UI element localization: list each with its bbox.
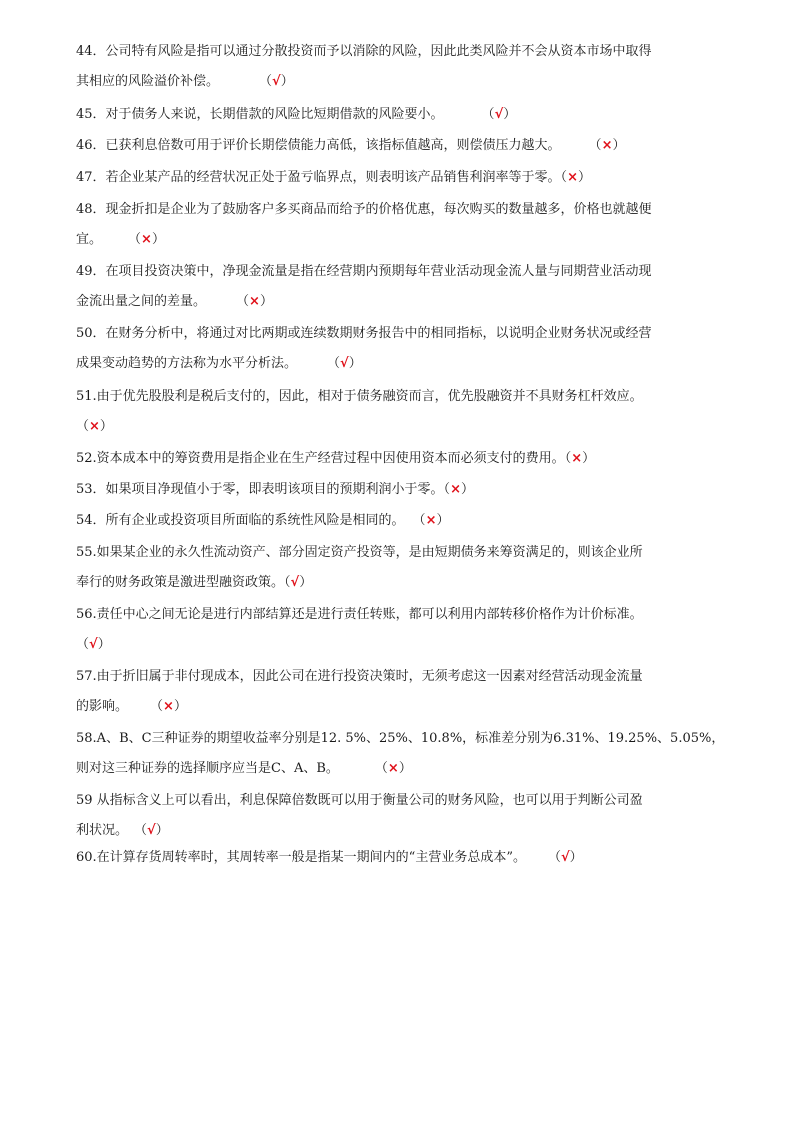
question-text-line: 宜。 [76,232,103,247]
question-text-line: 45．对于债务人来说，长期借款的风险比短期借款的风险要小。 [76,107,444,122]
wrong-mark-icon: × [387,761,399,776]
answer-close-paren: ） [436,513,450,528]
question-text-line: 56.责任中心之间无论是进行内部结算还是进行责任转账，都可以利用内部转移价格作为计价标准。 [76,607,643,622]
question-answer-line [76,850,583,866]
question-text-line: 51.由于优先股股利是税后支付的，因此，相对于债务融资而言，优先股融资并不具财务杠杆效应。 [76,389,643,404]
question-text-line: 的影响。 [76,699,129,714]
answer-open-paren: （ [327,356,341,371]
question-text-line: 48．现金折扣是企业为了鼓励客户多买商品而给予的价格优惠，每次购买的数量越多，价格也就越便 [76,202,652,217]
question-answer-line [76,138,625,154]
wrong-mark-icon: × [601,138,613,153]
wrong-mark-icon: × [425,513,437,528]
wrong-mark-icon: × [450,482,461,497]
correct-mark-icon: √ [290,575,300,590]
answer-close-paren: ） [299,575,313,590]
question-answer-line [76,356,362,372]
answer-open-paren: （ [76,637,90,652]
question-answer-line [76,232,165,248]
question-text-line: 58.A、B、C三种证券的期望收益率分别是12. 5%、25%、10.8%，标准差分别为6.31%、19.25%、5.05%， [76,731,725,746]
question-answer-line [76,513,449,529]
question-answer-line [76,761,412,777]
correct-mark-icon: √ [494,107,504,122]
answer-close-paren: ） [99,419,113,434]
answer-open-paren: （ [128,232,142,247]
question-answer-line [76,575,312,591]
correct-mark-icon: √ [560,850,570,865]
wrong-mark-icon: × [141,232,152,247]
wrong-mark-icon: × [571,451,583,466]
answer-close-paren: ） [151,232,165,247]
answer-close-paren: ） [173,699,187,714]
question-text-line: 47．若企业某产品的经营状况正处于盈亏临界点，则表明该产品销售利润率等于零。 [76,170,561,185]
answer-open-paren: （ [443,482,451,497]
answer-open-paren: （ [547,850,561,865]
question-text-line: 50．在财务分析中，将通过对比两期或连续数期财务报告中的相同指标，以说明企业财务状况或经营 [76,326,652,341]
question-text-line: 49．在项目投资决策中，净现金流量是指在经营期内预期每年营业活动现金流人量与同期营业活动现 [76,264,652,279]
answer-open-paren: （ [374,761,388,776]
question-answer-line [76,419,113,435]
question-text-line: 则对这三种证券的选择顺序应当是C、A、B。 [76,761,339,776]
question-text-line: 55.如果某企业的永久性流动资产、部分固定资产投资等，是由短期债务来筹资满足的，则该企业所 [76,545,643,560]
answer-close-paren: ） [582,451,596,466]
question-text-line: 成果变动趋势的方法称为水平分析法。 [76,356,298,371]
question-text-line: 奉行的财务政策是激进型融资政策。 [76,575,285,590]
question-text-line: 60.在计算存货周转率时，其周转率一般是指某一期间内的“主营业务总成本”。 [76,850,526,865]
question-text-line: 57.由于折旧属于非付现成本，因此公司在进行投资决策时，无须考虑这一因素对经营活动现金流量 [76,669,643,684]
answer-close-paren: ） [97,637,111,652]
answer-open-paren: （ [284,575,291,590]
question-text-line: 其相应的风险溢价补偿。 [76,74,220,89]
answer-open-paren: （ [259,74,273,89]
question-text-line: 59 从指标含义上可以看出，利息保障倍数既可以用于衡量公司的财务风险，也可以用于判断公司盈 [76,793,643,808]
correct-mark-icon: √ [89,637,98,652]
question-answer-line [76,107,516,123]
question-text-line: 46．已获利息倍数可用于评价长期偿债能力高低，该指标值越高，则偿债压力越大。 [76,138,561,153]
answer-open-paren: （ [560,170,568,185]
answer-open-paren: （ [412,513,426,528]
question-text-line: 52.资本成本中的筹资费用是指企业在生产经营过程中因使用资本而必须支付的费用。 [76,451,565,466]
answer-open-paren: （ [564,451,572,466]
answer-close-paren: ） [280,74,294,89]
answer-open-paren: （ [481,107,495,122]
correct-mark-icon: √ [340,356,349,371]
answer-close-paren: ） [503,107,517,122]
question-answer-line [76,482,474,498]
answer-close-paren: ） [348,356,362,371]
answer-close-paren: ） [612,138,626,153]
wrong-mark-icon: × [249,294,260,309]
question-text-line: 金流出量之间的差量。 [76,294,207,309]
question-answer-line [76,170,591,186]
answer-close-paren: ） [569,850,583,865]
answer-close-paren: ） [398,761,412,776]
question-answer-line [76,699,187,715]
answer-open-paren: （ [588,138,602,153]
wrong-mark-icon: × [567,170,578,185]
answer-close-paren: ） [460,482,474,497]
question-answer-line [76,74,294,90]
question-text-line: 利状况。 [76,823,129,838]
question-answer-line [76,294,273,310]
correct-mark-icon: √ [272,74,281,89]
answer-close-paren: ） [155,823,169,838]
answer-open-paren: （ [150,699,164,714]
wrong-mark-icon: × [89,419,100,434]
question-text-line: 44．公司特有风险是指可以通过分散投资而予以消除的风险，因此此类风险并不会从资本市场中取得 [76,44,652,59]
question-text-line: 53．如果项目净现值小于零，即表明该项目的预期利润小于零。 [76,482,444,497]
question-answer-line [76,823,169,839]
answer-open-paren: （ [236,294,250,309]
correct-mark-icon: √ [147,823,156,838]
answer-close-paren: ） [577,170,591,185]
question-text-line: 54．所有企业或投资项目所面临的系统性风险是相同的。 [76,513,405,528]
question-answer-line [76,637,111,653]
wrong-mark-icon: × [163,699,174,714]
question-answer-line [76,451,595,467]
answer-open-paren: （ [76,419,90,434]
answer-open-paren: （ [134,823,148,838]
answer-close-paren: ） [259,294,273,309]
